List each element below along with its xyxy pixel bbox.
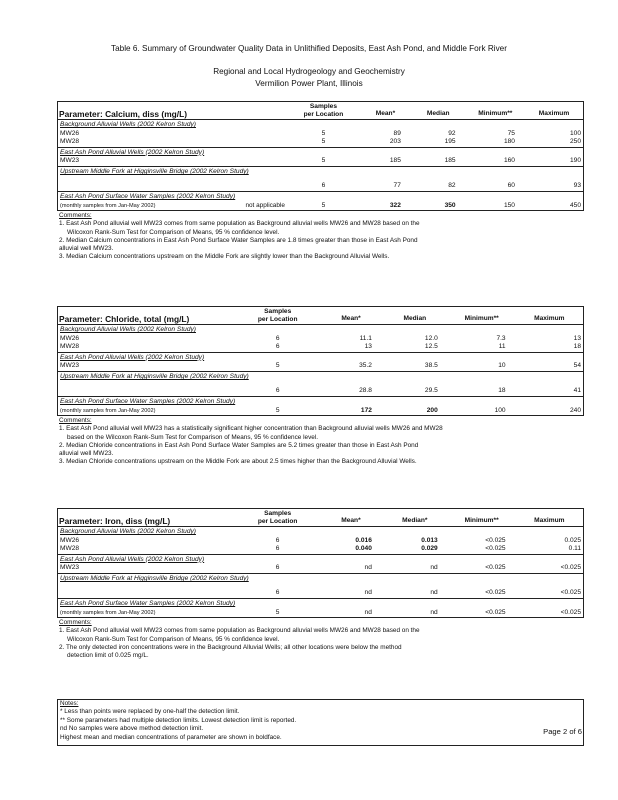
- minimum-cell: 160: [503, 157, 515, 165]
- group-title: East Ash Pond Surface Water Samples (2002 Kelron Study): [58, 599, 584, 609]
- iron-section: [57, 508, 584, 660]
- minimum-cell: <0.025: [485, 608, 506, 616]
- note-line: * Less than points were replaced by one-half the detection limit.: [60, 708, 240, 716]
- column-header-median: Median*: [382, 509, 448, 527]
- column-header-maximum: Maximum: [516, 307, 584, 325]
- column-header-mean: Mean*: [320, 509, 382, 527]
- group-header-row: [58, 352, 584, 362]
- iron-comments: [57, 619, 584, 660]
- samples-cell: 5: [321, 138, 326, 146]
- location-name: MW23: [60, 564, 80, 572]
- table-header-row: [58, 509, 584, 527]
- group-title: East Ash Pond Alluvial Wells (2002 Kelron Study): [58, 352, 584, 362]
- maximum-cell: 93: [573, 182, 581, 190]
- median-cell: nd: [430, 589, 438, 597]
- comment-line: alluvial well MW23.: [59, 450, 114, 458]
- median-cell: 185: [444, 157, 456, 165]
- median-cell: 350: [444, 201, 456, 209]
- group-title: East Ash Pond Surface Water Samples (2002 Kelron Study): [58, 192, 584, 202]
- location-name: (monthly samples from Jan-May 2002): [60, 609, 156, 616]
- chloride-table: [57, 306, 584, 416]
- calcium-section: [57, 101, 584, 261]
- median-cell: 12.0: [424, 334, 438, 342]
- column-header-median: Median: [411, 102, 466, 120]
- group-title: East Ash Pond Alluvial Wells (2002 Kelron Study): [58, 554, 584, 564]
- column-header-maximum: Maximum: [525, 102, 584, 120]
- maximum-cell: <0.025: [560, 564, 581, 572]
- median-cell: nd: [430, 608, 438, 616]
- calcium-table: [57, 101, 584, 211]
- group-title: Background Alluvial Wells (2002 Kelron Study): [60, 528, 196, 535]
- comment-line: based on the Wilcoxon Rank-Sum Test for Comparison of Means, 95 % confidence level.: [67, 433, 319, 441]
- group-header-row: [58, 554, 584, 564]
- iron-table: [57, 508, 584, 618]
- mean-cell: 172: [360, 406, 372, 414]
- group-title: Upstream Middle Fork at Higginsville Bridge (2002 Kelron Study): [58, 573, 584, 583]
- column-header-mean: Mean*: [360, 102, 411, 120]
- minimum-cell: 150: [503, 201, 515, 209]
- maximum-cell: <0.025: [560, 589, 581, 597]
- median-cell: 29.5: [424, 387, 438, 395]
- mean-cell: 11.1: [359, 334, 372, 342]
- table-row: [58, 382, 584, 397]
- table-row: [58, 609, 584, 618]
- median-cell: 0.013: [421, 536, 438, 544]
- comment-line: 3. Median Chloride concentrations upstream on the Middle Fork are about 2.5 times higher than the Background Alluvial Wells.: [59, 458, 417, 466]
- minimum-cell: 10: [498, 362, 506, 370]
- parameter-title: Parameter: Chloride, total (mg/L): [58, 307, 236, 325]
- table-row: [58, 202, 584, 211]
- median-cell: 200: [426, 406, 438, 414]
- location-name: MW23: [60, 157, 80, 165]
- mean-cell: 0.016: [355, 536, 372, 544]
- samples-cell: 5: [275, 406, 280, 414]
- minimum-cell: 100: [494, 406, 506, 414]
- samples-cell: 6: [275, 343, 280, 351]
- column-header-mean: Mean*: [320, 307, 382, 325]
- group-header-row: [58, 599, 584, 609]
- document-title: Table 6. Summary of Groundwater Quality Data in Unlithified Deposits, East Ash Pond, and Middle Fork River: [111, 44, 507, 53]
- mean-cell: 203: [389, 138, 401, 146]
- chloride-comments: [57, 417, 584, 466]
- table-row: [58, 584, 584, 599]
- table-row: [58, 138, 584, 147]
- location-name: (monthly samples from Jan-May 2002) not applicable: [60, 201, 285, 209]
- comment-line: 1. East Ash Pond alluvial well MW23 has a statistically significant higher concentration than Background alluvial wells MW26 and MW28: [59, 425, 443, 433]
- minimum-cell: 18: [498, 387, 506, 395]
- group-title: East Ash Pond Alluvial Wells (2002 Kelron Study): [58, 147, 584, 157]
- median-cell: 38.5: [424, 362, 438, 370]
- group-title: Background Alluvial Wells (2002 Kelron Study): [60, 326, 196, 333]
- maximum-cell: 13: [573, 334, 581, 342]
- location-name: [58, 382, 236, 397]
- comments-label: Comments:: [59, 417, 92, 425]
- document-subtitle-location: Vermilion Power Plant, Illinois: [255, 79, 363, 88]
- samples-cell: 6: [275, 589, 280, 597]
- location-name: (monthly samples from Jan-May 2002): [60, 407, 156, 414]
- notes-label: Notes:: [60, 700, 79, 707]
- samples-cell: 5: [321, 157, 326, 165]
- median-cell: 195: [444, 138, 456, 146]
- location-name: MW28: [60, 545, 80, 553]
- mean-cell: 28.8: [359, 387, 372, 395]
- maximum-cell: 240: [569, 406, 581, 414]
- samples-cell: 6: [275, 564, 280, 572]
- group-header-row: [58, 371, 584, 381]
- comment-line: 2. Median Chloride concentrations in East Ash Pond Surface Water Samples are 5.2 times greater than those in East Ash Pond: [59, 441, 419, 449]
- mean-cell: 185: [389, 157, 401, 165]
- comment-line: 2. Median Calcium concentrations in East Ash Pond Surface Water Samples are 1.8 times greater than those in East Ash Pond: [59, 236, 418, 244]
- mean-cell: 35.2: [359, 362, 372, 370]
- group-header-row: [58, 573, 584, 583]
- table-row: [58, 157, 584, 166]
- location-name: MW26: [60, 536, 80, 544]
- table-row: [58, 537, 584, 546]
- column-header-median: Median: [382, 307, 448, 325]
- group-title: East Ash Pond Surface Water Samples (2002 Kelron Study): [58, 397, 584, 407]
- minimum-cell: <0.025: [485, 545, 506, 553]
- median-cell: 92: [448, 129, 456, 137]
- column-header-minimum: Minimum**: [448, 307, 516, 325]
- mean-cell: 13: [364, 343, 372, 351]
- median-cell: 0.029: [421, 545, 438, 553]
- minimum-cell: 60: [507, 182, 515, 190]
- location-name: MW23: [60, 362, 80, 370]
- comment-line: alluvial well MW23.: [59, 245, 114, 253]
- calcium-comments: [57, 212, 584, 261]
- table-row: [58, 335, 584, 344]
- location-name: MW28: [60, 343, 80, 351]
- maximum-cell: 41: [573, 387, 581, 395]
- median-cell: 82: [448, 182, 456, 190]
- comment-line: 2. The only detected iron concentrations were in the Background Alluvial Wells; all other locations were below the method: [59, 643, 402, 651]
- note-line: ** Some parameters had multiple detection limits. Lowest detection limit is reported.: [60, 716, 297, 724]
- mean-cell: nd: [364, 589, 372, 597]
- table-row: [58, 343, 584, 352]
- mean-cell: nd: [364, 564, 372, 572]
- mean-cell: 77: [393, 182, 401, 190]
- minimum-cell: <0.025: [485, 589, 506, 597]
- chloride-section: [57, 306, 584, 466]
- notes-box: [57, 699, 584, 746]
- column-header-samples: Samples per Location: [235, 509, 320, 527]
- maximum-cell: 250: [569, 138, 581, 146]
- column-header-maximum: Maximum: [516, 509, 584, 527]
- samples-cell: 6: [321, 182, 326, 190]
- maximum-cell: 100: [569, 129, 581, 137]
- location-name: MW28: [60, 138, 80, 146]
- median-cell: nd: [430, 564, 438, 572]
- column-header-minimum: Minimum**: [448, 509, 516, 527]
- minimum-cell: <0.025: [485, 536, 506, 544]
- samples-cell: 5: [275, 608, 280, 616]
- table-row: [58, 362, 584, 371]
- samples-cell: 5: [321, 201, 326, 209]
- group-header-row: [58, 147, 584, 157]
- minimum-cell: 7.3: [496, 334, 506, 342]
- samples-cell: 6: [275, 387, 280, 395]
- parameter-title: Parameter: Iron, diss (mg/L): [58, 509, 236, 527]
- table-row: [58, 564, 584, 573]
- samples-cell: 5: [275, 362, 280, 370]
- samples-cell: 5: [321, 129, 326, 137]
- comment-line: 3. Median Calcium concentrations upstream on the Middle Fork are slightly lower than the Background Alluvial Wells.: [59, 253, 390, 261]
- comment-line: 1. East Ash Pond alluvial well MW23 comes from same population as Background alluvial wells MW26 and MW28 based on the: [59, 220, 420, 228]
- page-number: Page 2 of 6: [543, 727, 582, 736]
- group-title: Upstream Middle Fork at Higginsville Bridge (2002 Kelron Study): [58, 371, 584, 381]
- group-title: Upstream Middle Fork at Higginsville Bridge (2002 Kelron Study): [58, 166, 584, 176]
- group-header-row: [58, 527, 584, 537]
- maximum-cell: 54: [573, 362, 581, 370]
- comment-line: Wilcoxon Rank-Sum Test for Comparison of Means, 95 % confidence level.: [67, 228, 280, 236]
- group-header-row: [58, 397, 584, 407]
- minimum-cell: <0.025: [485, 564, 506, 572]
- not-applicable-note: not applicable: [245, 201, 285, 209]
- table-header-row: [58, 307, 584, 325]
- column-header-samples: Samples per Location: [235, 307, 320, 325]
- table-row: [58, 407, 584, 416]
- maximum-cell: <0.025: [560, 608, 581, 616]
- mean-cell: 0.040: [355, 545, 372, 553]
- median-cell: 12.5: [424, 343, 438, 351]
- group-header-row: [58, 120, 584, 130]
- group-header-row: [58, 325, 584, 335]
- column-header-minimum: Minimum**: [466, 102, 525, 120]
- mean-cell: 322: [389, 201, 401, 209]
- group-title: Background Alluvial Wells (2002 Kelron Study): [60, 121, 196, 128]
- location-name: MW26: [60, 129, 80, 137]
- comments-label: Comments:: [59, 212, 92, 220]
- comment-line: detection limit of 0.025 mg/L.: [67, 652, 149, 660]
- note-line: Highest mean and median concentrations of parameter are shown in boldface.: [60, 733, 282, 741]
- mean-cell: 89: [393, 129, 401, 137]
- minimum-cell: 180: [503, 138, 515, 146]
- comment-line: Wilcoxon Rank-Sum Test for Comparison of Means, 95 % confidence level.: [67, 635, 280, 643]
- comments-label: Comments:: [59, 619, 92, 627]
- document-subtitle: Regional and Local Hydrogeology and Geochemistry: [213, 67, 405, 76]
- samples-cell: 6: [275, 536, 280, 544]
- minimum-cell: 75: [507, 129, 515, 137]
- column-header-samples: Samples per Location: [287, 102, 360, 120]
- table-row: [58, 130, 584, 139]
- samples-cell: 6: [275, 334, 280, 342]
- maximum-cell: 450: [569, 201, 581, 209]
- mean-cell: nd: [364, 608, 372, 616]
- group-header-row: [58, 192, 584, 202]
- table-row: [58, 545, 584, 554]
- location-name: MW26: [60, 334, 80, 342]
- maximum-cell: 0.11: [568, 545, 581, 553]
- table-row: [58, 177, 584, 192]
- samples-cell: 6: [275, 545, 280, 553]
- note-line: nd No samples were above method detection limit.: [60, 725, 204, 733]
- table-header-row: [58, 102, 584, 120]
- maximum-cell: 0.025: [564, 536, 581, 544]
- location-name: [58, 177, 287, 192]
- maximum-cell: 190: [569, 157, 581, 165]
- location-name: [58, 584, 236, 599]
- minimum-cell: 11: [498, 343, 506, 351]
- comment-line: 1. East Ash Pond alluvial well MW23 comes from same population as Background alluvial wells MW26 and MW28 based on the: [59, 627, 420, 635]
- maximum-cell: 18: [573, 343, 581, 351]
- group-header-row: [58, 166, 584, 176]
- parameter-title: Parameter: Calcium, diss (mg/L): [58, 102, 287, 120]
